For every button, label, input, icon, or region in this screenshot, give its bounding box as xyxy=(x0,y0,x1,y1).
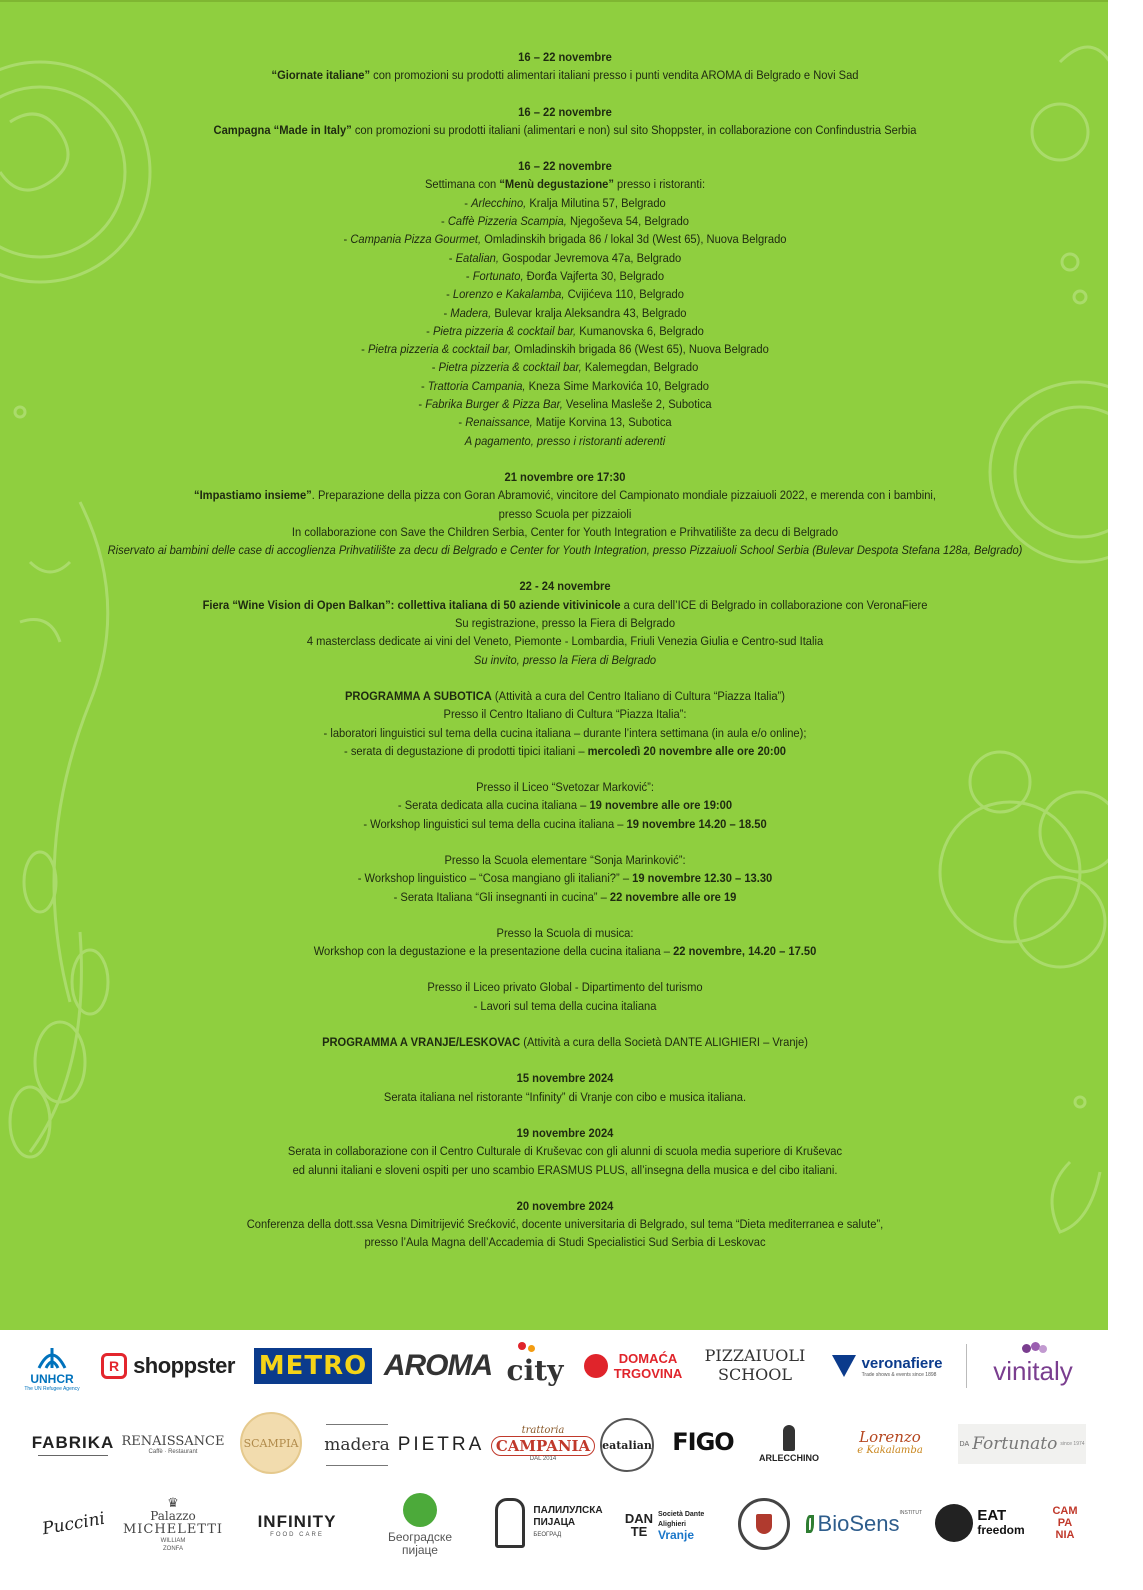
program-line xyxy=(93,413,1038,431)
campania-red-3: NIA xyxy=(1055,1529,1075,1541)
italic-text: Fortunato, xyxy=(472,268,524,283)
bold-text: 16 – 22 novembre xyxy=(518,104,612,119)
program-line xyxy=(93,468,1038,486)
fortunato-since: since 1974 xyxy=(1060,1441,1085,1447)
program-line xyxy=(93,851,1038,869)
program-line xyxy=(93,267,1038,285)
seal-emblem-icon xyxy=(756,1514,772,1534)
eat-word: EAT xyxy=(977,1507,1007,1524)
text: Bulevar kralja Aleksandra 43, Belgrado xyxy=(491,305,687,320)
program-section xyxy=(93,778,1038,833)
micheletti-prefix: Palazzo xyxy=(150,1508,196,1523)
italic-text: Pietra pizzeria & cocktail bar, xyxy=(367,342,512,357)
bold-text: 15 novembre 2024 xyxy=(516,1071,614,1086)
program-line xyxy=(93,924,1038,942)
text: - Serata dedicata alla cucina italiana – xyxy=(397,798,590,813)
bold-text: 22 novembre alle ore 19 xyxy=(609,889,737,904)
dante-alighieri-logo xyxy=(620,1502,724,1548)
text: Presso il Liceo privato Global - Dipartimento del turismo xyxy=(427,980,703,995)
text: Presso la Scuola elementare “Sonja Marinković”: xyxy=(444,852,686,867)
program-line xyxy=(93,596,1038,614)
program-line xyxy=(93,577,1038,595)
program-text xyxy=(93,48,1038,1270)
program-section xyxy=(93,48,1038,85)
biosens-logo xyxy=(806,1504,922,1544)
program-section xyxy=(93,577,1038,668)
text: Presso la Scuola di musica: xyxy=(496,925,634,940)
madera-logo xyxy=(326,1424,388,1466)
campania-red-1: CAM xyxy=(1052,1505,1078,1517)
text: presso l’Aula Magna dell’Accademia di Studi Specialistici Sud Serbia di Leskovac xyxy=(364,1235,766,1250)
fortunato-name: Fortunato xyxy=(972,1434,1058,1454)
logo-divider xyxy=(966,1344,967,1388)
text: Veselina Masleše 2, Subotica xyxy=(562,397,712,412)
text: - xyxy=(343,232,351,247)
unhcr-name: UNHCR xyxy=(30,1372,74,1386)
text: presso Scuola per pizzaioli xyxy=(498,506,632,521)
program-section xyxy=(93,978,1038,1015)
dante-name: Società Dante Alighieri xyxy=(658,1511,705,1528)
campania-red-logo xyxy=(1040,1500,1090,1546)
text: presso i ristoranti: xyxy=(613,177,706,192)
italic-text: Trattoria Campania, xyxy=(427,378,526,393)
text: - xyxy=(448,250,456,265)
program-line xyxy=(93,1088,1038,1106)
veronafiere-mark-icon xyxy=(832,1355,856,1377)
city-logo xyxy=(504,1340,566,1390)
text: con promozioni su prodotti italiani (alimentari e non) sul sito Shoppster, in collaborazione con Confindustria Serbia xyxy=(351,122,917,137)
bold-text: 22 - 24 novembre xyxy=(519,579,611,594)
pietra-name: PIETRA xyxy=(397,1434,485,1455)
biosens-name: BioSens xyxy=(817,1511,900,1536)
program-line xyxy=(93,815,1038,833)
program-line xyxy=(93,942,1038,960)
program-section xyxy=(93,103,1038,140)
dante-mark: DAN TE xyxy=(624,1511,654,1539)
text: Matije Korvina 13, Subotica xyxy=(532,415,672,430)
program-line xyxy=(93,1161,1038,1179)
program-line xyxy=(93,1233,1038,1251)
text: Settimana con xyxy=(424,177,500,192)
sponsor-logos xyxy=(0,1330,1143,1590)
figo-name: FIGO xyxy=(672,1428,734,1456)
program-line xyxy=(93,1142,1038,1160)
italic-text: Arlecchino, xyxy=(471,195,527,210)
text: a cura dell’ICE di Belgrado in collaborazione con VeronaFiere xyxy=(620,597,928,612)
text: Presso il Liceo “Svetozar Marković”: xyxy=(476,780,654,795)
biosens-sup: INSTITUT xyxy=(899,1510,922,1516)
palilulska-line-1: ПАЛИЛУЛСКА xyxy=(533,1505,603,1516)
program-line xyxy=(93,705,1038,723)
program-line xyxy=(93,66,1038,84)
domaca-icon xyxy=(584,1354,608,1378)
program-line xyxy=(93,322,1038,340)
text: con promozioni su prodotti alimentari italiani presso i punti vendita AROMA di Belgrado e Novi Sad xyxy=(370,68,859,83)
text: Serata italiana nel ristorante “Infinity” di Vranje con cibo e musica italiana. xyxy=(383,1089,747,1104)
palilulska-line-3: БЕОГРАД xyxy=(533,1532,562,1538)
text: ed alunni italiani e sloveni ospiti per uno scambio ERASMUS PLUS, all’insegna della musica e del cibo italiani. xyxy=(292,1162,838,1177)
program-line xyxy=(93,285,1038,303)
program-line xyxy=(93,304,1038,322)
text: - xyxy=(458,415,466,430)
micheletti-crown-icon: ♛ xyxy=(167,1494,179,1510)
program-line xyxy=(93,175,1038,193)
text: - Workshop linguistici sul tema della cucina italiana – xyxy=(363,816,627,831)
metro-logo xyxy=(254,1348,372,1384)
program-line xyxy=(93,157,1038,175)
program-line xyxy=(93,888,1038,906)
vinitaly-grapes-icon xyxy=(1022,1342,1048,1356)
text: - xyxy=(446,287,453,302)
palilulska-pijaca-logo xyxy=(488,1494,610,1552)
renaissance-name: RENAISSANCE xyxy=(121,1433,225,1449)
program-line xyxy=(93,432,1038,450)
program-section xyxy=(93,851,1038,906)
bold-text: 19 novembre 14.20 – 18.50 xyxy=(626,816,767,831)
beogradske-pijace-logo xyxy=(380,1486,460,1564)
text: 4 masterclass dedicate ai vini del Veneto, Piemonte - Lombardia, Friuli Venezia Giulia e Centro-sud Italia xyxy=(306,634,824,649)
veronafiere-tagline: Trade shows & events since 1898 xyxy=(861,1371,937,1378)
vinitaly-logo xyxy=(978,1340,1088,1390)
text: - xyxy=(361,342,368,357)
domaca-trgovina-logo xyxy=(570,1344,696,1388)
program-line xyxy=(93,523,1038,541)
biosens-leaf-icon xyxy=(806,1515,814,1533)
arlecchino-figure-icon xyxy=(783,1425,795,1451)
shoppster-bag-icon: R xyxy=(101,1353,127,1379)
lorenzo-name: Lorenzo xyxy=(859,1428,921,1446)
italic-text: Pietra pizzeria & cocktail bar, xyxy=(438,360,582,375)
metro-name: METRO xyxy=(258,1351,368,1381)
fortunato-logo xyxy=(958,1424,1086,1464)
unhcr-tagline: The UN Refugee Agency xyxy=(24,1386,80,1392)
text: - xyxy=(418,397,426,412)
scampia-name: SCAMPIA xyxy=(243,1436,299,1450)
page-edge xyxy=(1108,0,1143,1330)
bold-text: 19 novembre alle ore 19:00 xyxy=(589,798,733,813)
text: Su registrazione, presso la Fiera di Belgrado xyxy=(454,616,676,631)
campania-since: DAL 2014 xyxy=(529,1455,557,1462)
eatalian-logo xyxy=(600,1418,654,1472)
fabrika-rule xyxy=(38,1455,108,1456)
bold-text: 16 – 22 novembre xyxy=(518,159,612,174)
bold-text: Fiera “Wine Vision di Open Balkan”: collettiva italiana di 50 aziende vitivinicole xyxy=(202,597,621,612)
bold-text: mercoledì 20 novembre alle ore 20:00 xyxy=(587,743,786,758)
veronafiere-logo xyxy=(824,1344,950,1388)
program-line xyxy=(93,651,1038,669)
text: Kneza Sime Markovića 10, Belgrado xyxy=(525,378,709,393)
program-section xyxy=(93,1124,1038,1179)
program-line xyxy=(93,1215,1038,1233)
micheletti-sub: WILLIAM xyxy=(160,1537,186,1544)
bold-text: 19 novembre 12.30 – 13.30 xyxy=(632,871,773,886)
veronafiere-name: veronafiere xyxy=(861,1354,943,1372)
text: Njegoševa 54, Belgrado xyxy=(566,214,689,229)
micheletti-name: MICHELETTI xyxy=(122,1521,224,1537)
text: . Preparazione della pizza con Goran Abramović, vincitore del Campionato mondiale pizzaiuoli 2022, e merenda con i bambini, xyxy=(311,488,936,503)
figo-logo xyxy=(674,1418,732,1466)
bold-text: 16 – 22 novembre xyxy=(518,50,612,64)
program-line xyxy=(93,687,1038,705)
program-line xyxy=(93,796,1038,814)
trattoria-campania-logo xyxy=(496,1414,590,1472)
renaissance-tagline: Caffè · Restaurant xyxy=(148,1448,198,1455)
program-line xyxy=(93,358,1038,376)
text: Kralja Milutina 57, Belgrado xyxy=(526,195,666,210)
bold-text: PROGRAMMA A VRANJE/LESKOVAC xyxy=(322,1035,521,1050)
bold-text: 20 novembre 2024 xyxy=(516,1198,614,1213)
vinitaly-name: vinitaly xyxy=(993,1355,1073,1386)
text: - xyxy=(465,268,473,283)
arlecchino-name: ARLECCHINO xyxy=(759,1453,819,1463)
program-line xyxy=(93,978,1038,996)
program-line xyxy=(93,48,1038,66)
city-name: city xyxy=(506,1353,564,1387)
tree-icon xyxy=(403,1493,437,1527)
italic-text: A pagamento, presso i ristoranti aderenti xyxy=(464,433,666,448)
program-section xyxy=(93,1197,1038,1252)
italic-text: Caffè Pizzeria Scampia, xyxy=(447,214,567,229)
program-line xyxy=(93,724,1038,742)
campania-red-2: PA xyxy=(1057,1517,1073,1529)
text: - serata di degustazione di prodotti tipici italiani – xyxy=(344,743,588,758)
text: - xyxy=(443,305,451,320)
text: - xyxy=(464,195,472,210)
bold-text: Campagna “Made in Italy” xyxy=(213,122,352,137)
program-line xyxy=(93,997,1038,1015)
italic-text: Campania Pizza Gourmet, xyxy=(350,232,482,247)
campania-name: CAMPANIA xyxy=(491,1436,595,1456)
dante-city: Vranje xyxy=(658,1528,695,1542)
program-line xyxy=(93,541,1038,559)
text: - laboratori linguistici sul tema della cucina italiana – durante l’intera settimana (in aula e/o online); xyxy=(323,725,807,740)
bold-text: “Giornate italiane” xyxy=(271,68,371,83)
beogradske-line-2: пијаце xyxy=(402,1543,438,1557)
text: - Serata Italiana “Gli insegnanti in cucina” – xyxy=(393,889,610,904)
aroma-logo xyxy=(384,1346,492,1386)
text: - xyxy=(426,323,433,338)
arlecchino-logo xyxy=(752,1414,826,1474)
puccini-logo xyxy=(42,1502,106,1546)
palilulska-line-2: ПИЈАЦА xyxy=(533,1517,576,1528)
italic-text: Riservato ai bambini delle case di accoglienza Prihvatilište za decu di Belgrado e Center for Youth Integration, presso Pizzaiuoli School Serbia (Bulevar Despota Stefana 128a, Belgrado) xyxy=(107,543,1023,558)
program-line xyxy=(93,1197,1038,1215)
unhcr-emblem-icon xyxy=(35,1344,69,1372)
bold-text: “Menù degustazione” xyxy=(499,177,614,192)
pizzaiuoli-school-logo xyxy=(700,1342,810,1388)
text: Đorđa Vajferta 30, Belgrado xyxy=(523,268,665,283)
madera-name: madera xyxy=(324,1435,390,1455)
program-line xyxy=(93,486,1038,504)
text: Serata in collaborazione con il Centro Culturale di Kruševac con gli alunni di scuola media superiore di Kruševac xyxy=(287,1144,843,1159)
shoppster-name: shoppster xyxy=(133,1353,235,1378)
program-line xyxy=(93,742,1038,760)
text: - xyxy=(431,360,439,375)
aroma-name: AROMA xyxy=(383,1349,493,1382)
micheletti-sub2: ZONFA xyxy=(162,1545,183,1552)
program-line xyxy=(93,632,1038,650)
program-line xyxy=(93,377,1038,395)
text: Cvijićeva 110, Belgrado xyxy=(564,287,684,302)
bold-text: 21 novembre ore 17:30 xyxy=(504,469,626,484)
text: - Lavori sul tema della cucina italiana xyxy=(473,998,657,1013)
program-section xyxy=(93,157,1038,450)
program-line xyxy=(93,230,1038,248)
seal-logo xyxy=(738,1498,790,1550)
scampia-logo xyxy=(240,1412,302,1474)
freedom-word: freedom xyxy=(977,1523,1025,1537)
italic-text: Lorenzo e Kakalamba, xyxy=(452,287,565,302)
shoppster-logo xyxy=(92,1348,244,1384)
bold-text: 19 novembre 2024 xyxy=(516,1125,614,1140)
text: In collaborazione con Save the Children Serbia, Center for Youth Integration e Prihvatilište za decu di Belgrado xyxy=(291,524,839,539)
fabrika-name: FABRIKA xyxy=(31,1432,115,1452)
eat-freedom-logo xyxy=(930,1500,1030,1546)
italic-text: Pietra pizzeria & cocktail bar, xyxy=(432,323,577,338)
infinity-logo xyxy=(238,1506,356,1544)
program-line xyxy=(93,778,1038,796)
puccini-name: Puccini xyxy=(41,1508,107,1540)
program-line xyxy=(93,121,1038,139)
program-line xyxy=(93,212,1038,230)
italic-text: Fabrika Burger & Pizza Bar, xyxy=(425,397,563,412)
text: - xyxy=(420,378,428,393)
program-line xyxy=(93,614,1038,632)
program-line xyxy=(93,505,1038,523)
text: - Workshop linguistico – “Cosa mangiano gli italiani?” – xyxy=(357,871,633,886)
city-dots-icon xyxy=(518,1342,540,1352)
program-line xyxy=(93,1033,1038,1051)
kakalamba-name: e Kakalamba xyxy=(857,1445,923,1456)
program-line xyxy=(93,395,1038,413)
text: (Attività a cura della Società DANTE ALIGHIERI – Vranje) xyxy=(520,1035,808,1050)
fabrika-logo xyxy=(30,1422,116,1466)
pizzaiuoli-line-2: SCHOOL xyxy=(717,1365,792,1384)
market-icon xyxy=(495,1498,525,1548)
unhcr-logo xyxy=(22,1340,82,1396)
bold-text: 22 novembre, 14.20 – 17.50 xyxy=(673,944,817,959)
text: Kalemegdan, Belgrado xyxy=(581,360,699,375)
fortunato-prefix: DA xyxy=(959,1440,970,1448)
trattoria-label: trattoria xyxy=(521,1424,565,1436)
renaissance-logo xyxy=(122,1422,224,1466)
text: Omladinskih brigada 86 / lokal 3d (West 65), Nuova Belgrado xyxy=(481,232,787,247)
infinity-name: INFINITY xyxy=(257,1512,337,1531)
text: Kumanovska 6, Belgrado xyxy=(576,323,704,338)
italic-text: Su invito, presso la Fiera di Belgrado xyxy=(473,652,657,667)
program-line xyxy=(93,194,1038,212)
bold-text: PROGRAMMA A SUBOTICA xyxy=(344,688,492,703)
program-section xyxy=(93,1033,1038,1051)
program-line xyxy=(93,869,1038,887)
text: Presso il Centro Italiano di Cultura “Piazza Italia”: xyxy=(443,707,687,722)
program-section xyxy=(93,924,1038,961)
domaca-line-1: DOMAĆA xyxy=(618,1351,678,1366)
program-line xyxy=(93,340,1038,358)
italic-text: Renaissance, xyxy=(465,415,533,430)
lorenzo-kakalamba-logo xyxy=(840,1422,940,1466)
pizzaiuoli-line-1: PIZZAIUOLI xyxy=(704,1346,806,1365)
bold-text: “Impastiamo insieme” xyxy=(194,488,312,503)
text: - xyxy=(441,214,448,229)
italic-text: Eatalian, xyxy=(455,250,499,265)
italic-text: Madera, xyxy=(450,305,492,320)
pietra-logo xyxy=(396,1426,486,1464)
text: (Attività a cura del Centro Italiano di Cultura “Piazza Italia”) xyxy=(491,688,785,703)
text: Workshop con la degustazione e la presentazione della cucina italiana – xyxy=(313,944,674,959)
beogradske-line-1: Београдске xyxy=(387,1530,452,1544)
program-section xyxy=(93,1069,1038,1106)
globe-icon xyxy=(935,1504,973,1542)
eatalian-name: eatalian xyxy=(602,1438,652,1452)
program-line xyxy=(93,249,1038,267)
program-section xyxy=(93,468,1038,559)
program-line xyxy=(93,1069,1038,1087)
infinity-tagline: FOOD CARE xyxy=(270,1532,324,1538)
palazzo-micheletti-logo xyxy=(118,1492,228,1556)
text: Conferenza della dott.ssa Vesna Dimitrijević Srećković, docente universitaria di Belgrado, sul tema “Dieta mediterranea e salute”, xyxy=(246,1217,884,1232)
text: Omladinskih brigada 86 (West 65), Nuova Belgrado xyxy=(511,342,769,357)
program-line xyxy=(93,103,1038,121)
program-section xyxy=(93,687,1038,760)
domaca-line-2: TRGOVINA xyxy=(613,1366,683,1381)
text: Gospodar Jevremova 47a, Belgrado xyxy=(498,250,682,265)
program-line xyxy=(93,1124,1038,1142)
